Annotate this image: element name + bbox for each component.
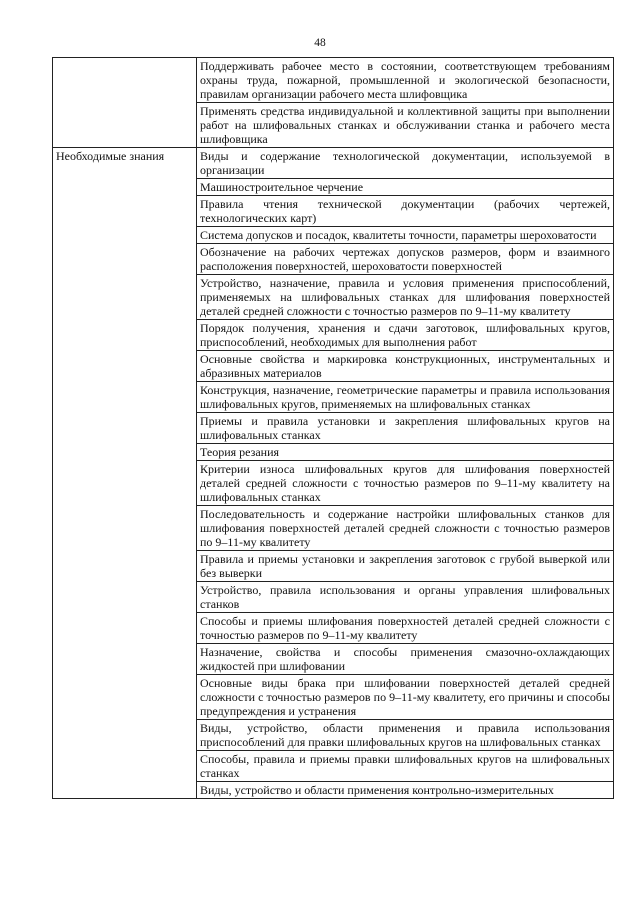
requirement-cell: Теория резания	[197, 444, 614, 461]
requirement-cell: Машиностроительное черчение	[197, 179, 614, 196]
requirement-cell: Устройство, правила использования и органы управления шлифовальных станков	[197, 582, 614, 613]
requirement-cell: Виды, устройство, области применения и правила использования приспособлений для правки шлифовальных кругов на шлифовальных станках	[197, 720, 614, 751]
requirement-cell: Последовательность и содержание настройки шлифовальных станков для шлифования поверхностей деталей средней сложности с точностью размеров по 9–11-му квалитету	[197, 506, 614, 551]
requirements-table	[52, 57, 614, 799]
category-cell	[53, 58, 197, 148]
requirements-table-body	[53, 58, 614, 799]
requirement-cell: Критерии износа шлифовальных кругов для шлифования поверхностей деталей средней сложности с точностью размеров по 9–11-му квалитету на шлифовальных станках	[197, 461, 614, 506]
requirement-cell: Применять средства индивидуальной и коллективной защиты при выполнении работ на шлифовальных станках и обслуживании станка и рабочего места шлифовщика	[197, 103, 614, 148]
requirement-cell: Приемы и правила установки и закрепления шлифовальных кругов на шлифовальных станках	[197, 413, 614, 444]
requirement-cell: Правила чтения технической документации (рабочих чертежей, технологических карт)	[197, 196, 614, 227]
requirement-cell: Обозначение на рабочих чертежах допусков размеров, форм и взаимного расположения поверхностей, шероховатости поверхностей	[197, 244, 614, 275]
category-cell: Необходимые знания	[53, 148, 197, 799]
page-number: 48	[314, 37, 326, 49]
requirement-cell: Порядок получения, хранения и сдачи заготовок, шлифовальных кругов, приспособлений, необходимых для выполнения работ	[197, 320, 614, 351]
requirement-cell: Конструкция, назначение, геометрические параметры и правила использования шлифовальных кругов, применяемых на шлифовальных станках	[197, 382, 614, 413]
requirement-cell: Система допусков и посадок, квалитеты точности, параметры шероховатости	[197, 227, 614, 244]
requirement-cell: Правила и приемы установки и закрепления заготовок с грубой выверкой или без выверки	[197, 551, 614, 582]
table-row	[53, 148, 614, 179]
requirement-cell: Назначение, свойства и способы применения смазочно-охлаждающих жидкостей при шлифовании	[197, 644, 614, 675]
requirement-cell: Способы, правила и приемы правки шлифовальных кругов на шлифовальных станках	[197, 751, 614, 782]
requirement-cell: Поддерживать рабочее место в состоянии, соответствующем требованиям охраны труда, пожарной, промышленной и экологической безопасности, правилам организации рабочего места шлифовщика	[197, 58, 614, 103]
requirement-cell: Основные свойства и маркировка конструкционных, инструментальных и абразивных материалов	[197, 351, 614, 382]
requirement-cell: Способы и приемы шлифования поверхностей деталей средней сложности с точностью размеров по 9–11-му квалитету	[197, 613, 614, 644]
requirement-cell: Виды, устройство и области применения контрольно-измерительных	[197, 782, 614, 799]
table-row	[53, 58, 614, 103]
requirement-cell: Устройство, назначение, правила и условия применения приспособлений, применяемых на шлифовальных станках для шлифования поверхностей деталей средней сложности с точностью размеров по 9–11-му квалитету	[197, 275, 614, 320]
requirement-cell: Основные виды брака при шлифовании поверхностей деталей средней сложности с точностью размеров по 9–11-му квалитету, его причины и способы предупреждения и устранения	[197, 675, 614, 720]
requirement-cell: Виды и содержание технологической документации, используемой в организации	[197, 148, 614, 179]
